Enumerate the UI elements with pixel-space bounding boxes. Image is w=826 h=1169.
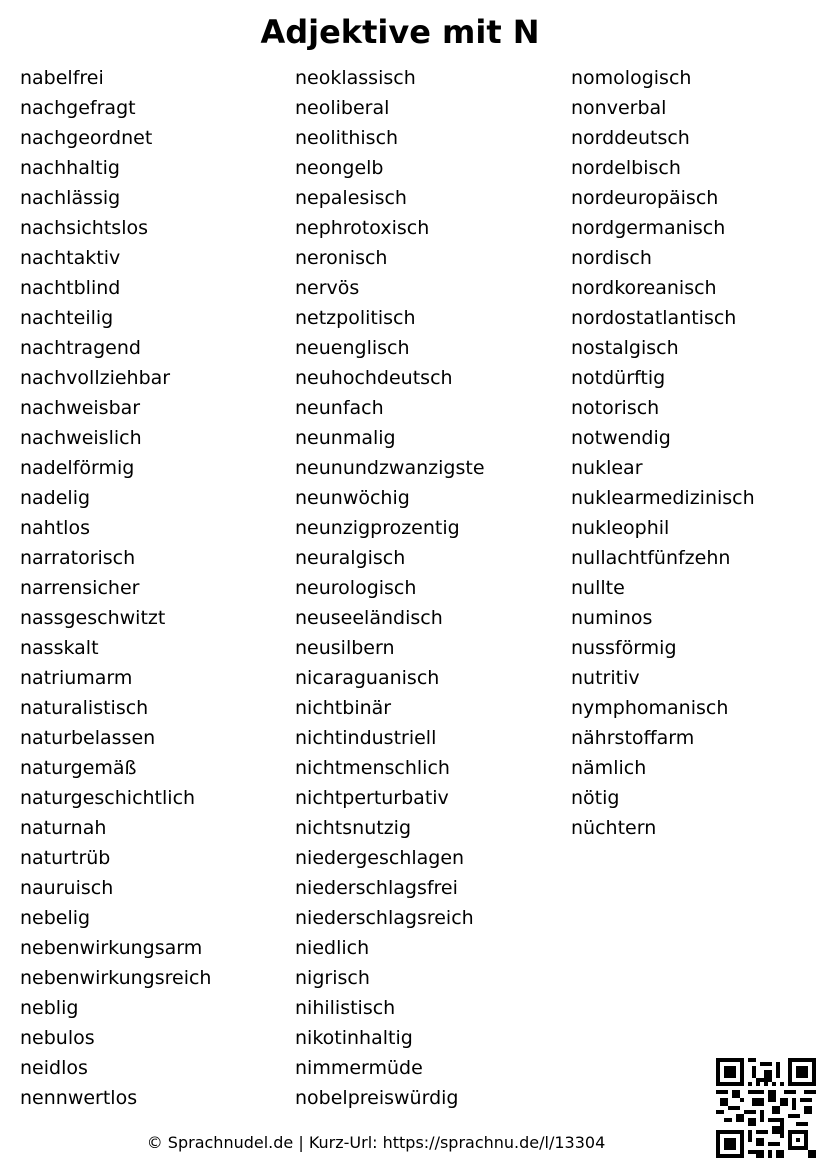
word-item: nukleophil [571, 517, 670, 539]
word-item: nebenwirkungsreich [20, 967, 212, 989]
word-item: nullte [571, 577, 625, 599]
word-item: nihilistisch [295, 997, 396, 1019]
word-item: netzpolitisch [295, 307, 416, 329]
word-item: neurologisch [295, 577, 417, 599]
word-item: nichtindustriell [295, 727, 437, 749]
word-item: nullachtfünfzehn [571, 547, 731, 569]
word-item: neusilbern [295, 637, 395, 659]
word-item: notwendig [571, 427, 671, 449]
word-item: nachteilig [20, 307, 114, 329]
word-item: nordostatlantisch [571, 307, 737, 329]
word-column-1 [20, 63, 211, 1113]
word-item: nephrotoxisch [295, 217, 430, 239]
word-item: naturgeschichtlich [20, 787, 196, 809]
word-item: neblig [20, 997, 79, 1019]
footer-credit: © Sprachnudel.de | Kurz-Url: https://sprachnu.de/l/13304 [146, 1133, 606, 1152]
word-item: naturgemäß [20, 757, 137, 779]
word-item: naturalistisch [20, 697, 149, 719]
word-item: niederschlagsfrei [295, 877, 458, 899]
word-item: nahtlos [20, 517, 90, 539]
word-item: nachtaktiv [20, 247, 121, 269]
word-item: nordkoreanisch [571, 277, 717, 299]
word-item: nötig [571, 787, 620, 809]
word-item: neuralgisch [295, 547, 406, 569]
word-item: norddeutsch [571, 127, 690, 149]
word-item: naturbelassen [20, 727, 156, 749]
word-item: nordisch [571, 247, 652, 269]
word-item: nuklear [571, 457, 643, 479]
word-item: nadelförmig [20, 457, 135, 479]
word-item: nimmermüde [295, 1057, 423, 1079]
word-item: nennwertlos [20, 1087, 138, 1109]
word-item: nachweisbar [20, 397, 141, 419]
word-item: neoklassisch [295, 67, 416, 89]
word-item: niedergeschlagen [295, 847, 465, 869]
word-item: nichtperturbativ [295, 787, 449, 809]
word-item: nikotinhaltig [295, 1027, 413, 1049]
word-item: notorisch [571, 397, 660, 419]
word-item: nervös [295, 277, 360, 299]
word-item: notdürftig [571, 367, 666, 389]
word-item: neongelb [295, 157, 384, 179]
word-item: nordelbisch [571, 157, 681, 179]
word-item: nymphomanisch [571, 697, 729, 719]
word-item: nachweislich [20, 427, 142, 449]
word-item: nämlich [571, 757, 647, 779]
word-item: nobelpreiswürdig [295, 1087, 459, 1109]
word-item: neolithisch [295, 127, 399, 149]
word-column-3 [571, 63, 755, 843]
word-item: neidlos [20, 1057, 88, 1079]
word-item: nachtragend [20, 337, 141, 359]
word-item: nabelfrei [20, 67, 104, 89]
word-item: nichtmenschlich [295, 757, 450, 779]
word-item: nachgeordnet [20, 127, 153, 149]
word-item: nepalesisch [295, 187, 407, 209]
word-item: nuklearmedizinisch [571, 487, 755, 509]
page-title: Adjektive mit N [260, 13, 540, 51]
word-item: neunmalig [295, 427, 396, 449]
word-item: naturtrüb [20, 847, 111, 869]
word-item: niederschlagsreich [295, 907, 474, 929]
word-item: neunzigprozentig [295, 517, 460, 539]
word-column-2 [295, 63, 485, 1113]
word-item: nigrisch [295, 967, 370, 989]
word-item: nonverbal [571, 97, 667, 119]
word-item: niedlich [295, 937, 370, 959]
word-item: nomologisch [571, 67, 692, 89]
word-item: narrensicher [20, 577, 140, 599]
word-item: nussförmig [571, 637, 677, 659]
word-item: nachhaltig [20, 157, 120, 179]
word-item: nichtsnutzig [295, 817, 412, 839]
word-item: nebelig [20, 907, 91, 929]
word-item: nachvollziehbar [20, 367, 171, 389]
word-item: nichtbinär [295, 697, 392, 719]
word-item: nassgeschwitzt [20, 607, 166, 629]
word-item: nordeuropäisch [571, 187, 719, 209]
word-item: nährstoffarm [571, 727, 695, 749]
word-item: nauruisch [20, 877, 114, 899]
word-item: neunwöchig [295, 487, 410, 509]
word-item: neuhochdeutsch [295, 367, 453, 389]
word-item: neunundzwanzigste [295, 457, 485, 479]
word-item: numinos [571, 607, 653, 629]
word-item: nasskalt [20, 637, 99, 659]
word-item: nadelig [20, 487, 91, 509]
word-item: nachtblind [20, 277, 121, 299]
word-item: neuenglisch [295, 337, 410, 359]
word-item: natriumarm [20, 667, 133, 689]
word-item: nachgefragt [20, 97, 136, 119]
qr-code-icon [716, 1058, 816, 1158]
word-item: nostalgisch [571, 337, 679, 359]
word-item: neunfach [295, 397, 384, 419]
word-item: narratorisch [20, 547, 136, 569]
word-item: nebenwirkungsarm [20, 937, 203, 959]
word-item: nachsichtslos [20, 217, 148, 239]
word-item: nicaraguanisch [295, 667, 440, 689]
word-item: nachlässig [20, 187, 121, 209]
word-item: neronisch [295, 247, 388, 269]
word-item: nebulos [20, 1027, 95, 1049]
word-item: nüchtern [571, 817, 657, 839]
word-item: nordgermanisch [571, 217, 726, 239]
word-item: neuseeländisch [295, 607, 443, 629]
word-item: nutritiv [571, 667, 640, 689]
word-item: naturnah [20, 817, 107, 839]
word-item: neoliberal [295, 97, 390, 119]
